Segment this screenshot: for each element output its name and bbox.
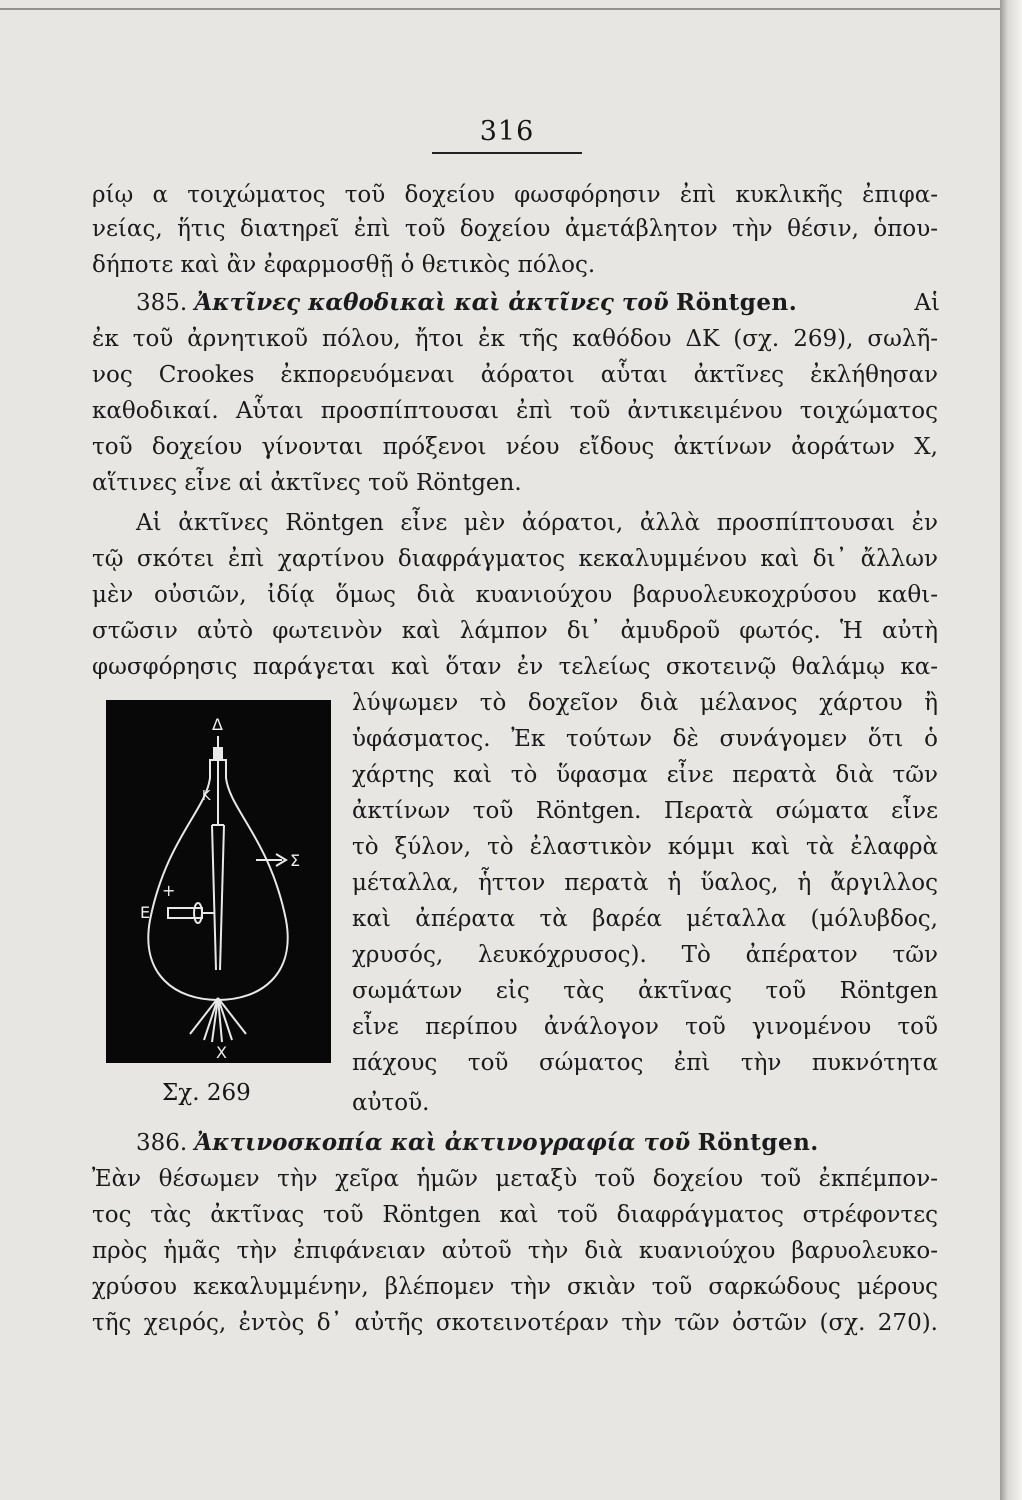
text-line: καὶ ἀπέρατα τὰ βαρέα μέταλλα (μόλυβδος, xyxy=(352,906,938,932)
label-plus: + xyxy=(162,881,176,900)
label-anode: Δ xyxy=(212,715,223,734)
text-line: νείας, ἥτις διατηρεῖ ἐπὶ τοῦ δοχείου ἀμετάβλητον τὴν θέσιν, ὁπου- xyxy=(92,216,938,242)
label-cathode-k: K xyxy=(202,789,211,804)
page-number-rule xyxy=(432,152,582,154)
text-line: ἀκτίνων τοῦ Röntgen. Περατὰ σώματα εἶνε xyxy=(352,798,938,824)
label-left: Ε xyxy=(140,903,151,922)
text-line: Ἐὰν θέσωμεν τὴν χεῖρα ἡμῶν μεταξὺ τοῦ δοχείου τοῦ ἐκπέμπον- xyxy=(92,1166,938,1192)
section-title: Ἀκτινοσκοπία καὶ ἀκτινογραφία τοῦ xyxy=(194,1129,691,1156)
text-line: ὑφάσματος. Ἐκ τούτων δὲ συνάγομεν ὅτι ὁ xyxy=(352,726,938,752)
text-line: εἶνε περίπου ἀνάλογον τοῦ γινομένου τοῦ xyxy=(352,1014,938,1040)
text-line: τοῦ δοχείου γίνονται πρόξενοι νέου εἴδους ἀκτίνων ἀοράτων Χ, xyxy=(92,434,938,460)
section-386-heading xyxy=(136,1128,940,1158)
text-line: λύψωμεν τὸ δοχεῖον διὰ μέλανος χάρτου ἢ xyxy=(352,690,938,716)
section-number: 386. xyxy=(136,1130,188,1156)
text-line: τὸ ξύλον, τὸ ἐλαστικὸν κόμμι καὶ τὰ ἐλαφρὰ xyxy=(352,834,938,860)
text-line: καθοδικαί. Αὗται προσπίπτουσαι ἐπὶ τοῦ ἀντικειμένου τοιχώματος xyxy=(92,398,938,424)
label-rays: Χ xyxy=(216,1043,227,1062)
text-line: ἐκ τοῦ ἀρνητικοῦ πόλου, ἤτοι ἐκ τῆς καθόδου ΔΚ (σχ. 269), σωλῆ- xyxy=(92,326,938,352)
text-line: πάχους τοῦ σώματος ἐπὶ τὴν πυκνότητα xyxy=(352,1050,938,1076)
text-line: δήποτε καὶ ἂν ἐφαρμοσθῇ ὁ θετικὸς πόλος. xyxy=(92,252,596,278)
page-number: 316 xyxy=(479,116,535,147)
text-line: τῷ σκότει ἐπὶ χαρτίνου διαφράγματος κεκαλυμμένου καὶ δι᾽ ἄλλων xyxy=(92,546,938,572)
figure-caption: Σχ. 269 xyxy=(162,1080,251,1106)
label-side: Σ xyxy=(290,851,301,870)
text-line: μὲν οὐσιῶν, ἰδίᾳ ὅμως διὰ κυανιούχου βαρυολευκοχρύσου καθι- xyxy=(92,582,938,608)
figure-269-crookes-tube xyxy=(106,700,331,1063)
text-line: αἵτινες εἶνε αἱ ἀκτῖνες τοῦ Röntgen. xyxy=(92,470,522,496)
text-line: τῆς χειρός, ἐντὸς δ᾽ αὐτῆς σκοτεινοτέραν τὴν τῶν ὀστῶν (σχ. 270). xyxy=(92,1310,938,1336)
text-line: μέταλλα, ἧττον περατὰ ἡ ὕαλος, ἡ ἄργιλλος xyxy=(352,870,938,896)
text-line: χρυσός, λευκόχρυσος). Τὸ ἀπέρατον τῶν xyxy=(352,942,938,968)
text-line: χάρτης καὶ τὸ ὕφασμα εἶνε περατὰ διὰ τῶν xyxy=(352,762,938,788)
text-line: νος Crookes ἐκπορευόμεναι ἀόρατοι αὗται ἀκτῖνες ἐκλήθησαν xyxy=(92,362,938,388)
crookes-tube-illustration xyxy=(106,700,331,1063)
section-title-bold: Röntgen. xyxy=(676,289,798,316)
text-line: στῶσιν αὐτὸ φωτεινὸν καὶ λάμπον δι᾽ ἀμυδροῦ φωτός. Ἡ αὐτὴ xyxy=(92,618,938,644)
text-line: πρὸς ἡμᾶς τὴν ἐπιφάνειαν αὐτοῦ τὴν διὰ κυανιούχου βαρυολευκο- xyxy=(92,1238,938,1264)
section-title-bold: Röntgen. xyxy=(697,1129,819,1156)
text-line: Αἱ ἀκτῖνες Röntgen εἶνε μὲν ἀόρατοι, ἀλλὰ προσπίπτουσαι ἐν xyxy=(136,510,938,536)
text-line: φωσφόρησις παράγεται καὶ ὅταν ἐν τελείως σκοτεινῷ θαλάμῳ κα- xyxy=(92,654,938,680)
page-edge-shadow xyxy=(1000,0,1022,1500)
text-line: χρύσου κεκαλυμμένην, βλέπομεν τὴν σκιὰν τοῦ σαρκώδους μέρους xyxy=(92,1274,938,1300)
top-rule xyxy=(0,8,1000,10)
text-line: σωμάτων εἰς τὰς ἀκτῖνας τοῦ Röntgen xyxy=(352,978,938,1004)
text-line: αὐτοῦ. xyxy=(352,1090,430,1116)
section-number: 385. xyxy=(136,290,188,316)
text-line: ρίῳ α τοιχώματος τοῦ δοχείου φωσφόρησιν ἐπὶ κυκλικῆς ἐπιφα- xyxy=(92,182,938,208)
section-385-heading xyxy=(136,288,940,318)
text-fragment: Αἱ xyxy=(914,290,940,316)
text-line: τος τὰς ἀκτῖνας τοῦ Röntgen καὶ τοῦ διαφράγματος στρέφοντες xyxy=(92,1202,938,1228)
section-title: Ἀκτῖνες καθοδικαὶ καὶ ἀκτῖνες τοῦ xyxy=(194,289,669,316)
